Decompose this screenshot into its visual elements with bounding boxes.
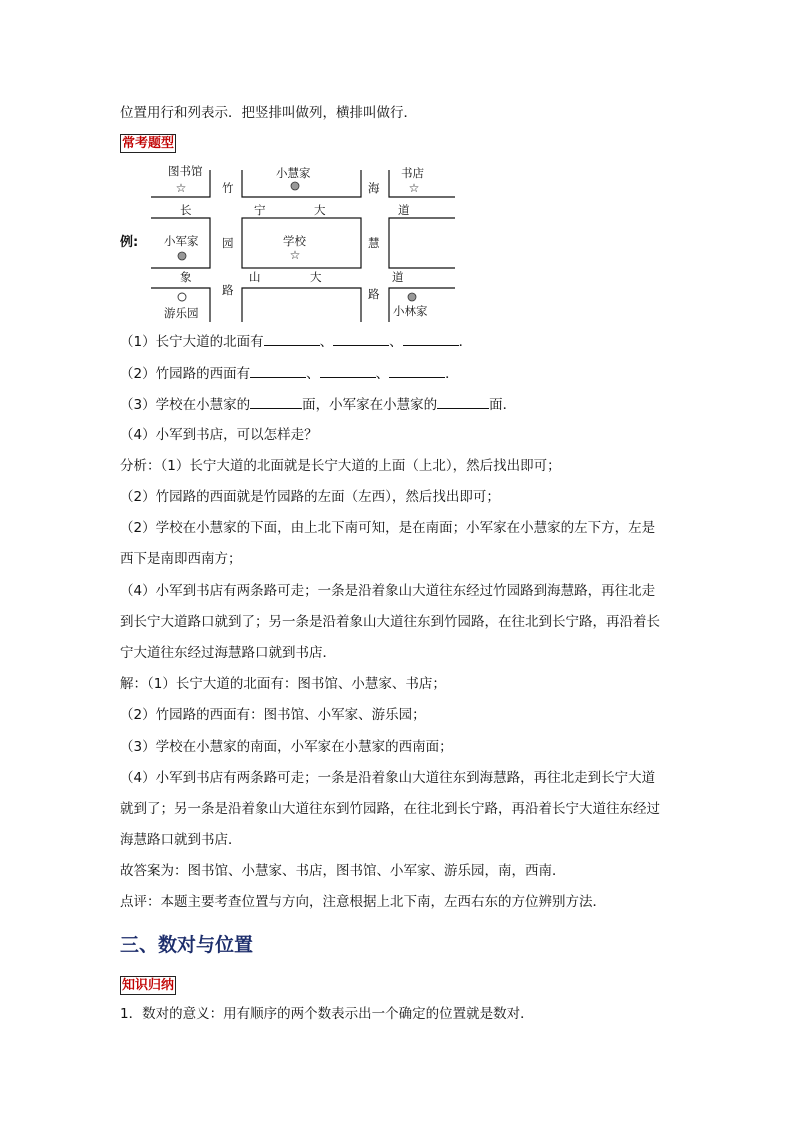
analysis-4-line-1: （4）小军到书店有两条路可走；一条是沿着象山大道往东经过竹园路到海慧路，再往北走	[120, 583, 656, 599]
answer-blank[interactable]	[250, 363, 306, 378]
analysis-3-line-1: （2）学校在小慧家的下面，由上北下南可知，是在南面；小军家在小慧家的左下方，左是	[120, 520, 656, 536]
solution-1: 解：（1）长宁大道的北面有：图书馆、小慧家、书店；	[120, 676, 446, 692]
solution-4-line-3: 海慧路口就到书店．	[120, 832, 242, 848]
question-2: （2）竹园路的西面有 、 、 ．	[120, 363, 459, 384]
place-xiaohui-home: 小慧家	[276, 166, 311, 180]
analysis-2: （2）竹园路的西面就是竹园路的左面（左西），然后找出即可；	[120, 489, 500, 505]
example-label: 例:	[120, 235, 139, 250]
solution-2: （2）竹园路的西面有：图书馆、小军家、游乐园；	[120, 707, 426, 723]
question-3: （3）学校在小慧家的 面，小军家在小慧家的 面．	[120, 394, 516, 415]
answer-blank[interactable]	[320, 363, 376, 378]
street-map	[118, 160, 468, 324]
road-label-yuan: 园	[222, 236, 234, 250]
place-playground: 游乐园	[164, 306, 199, 320]
solution-4-line-1: （4）小军到书店有两条路可走；一条是沿着象山大道往东到海慧路，再往北走到长宁大道	[120, 770, 656, 786]
circle-filled-icon	[291, 182, 299, 190]
road-label-ning: 宁	[254, 203, 266, 217]
analysis-3-line-2: 西下是南即西南方；	[120, 551, 242, 567]
place-xiaolin-home: 小林家	[393, 304, 428, 318]
question-4: （4）小军到书店，可以怎样走？	[120, 427, 318, 443]
circle-filled-icon	[408, 293, 416, 301]
circle-filled-icon	[178, 252, 186, 260]
answer-blank[interactable]	[389, 363, 445, 378]
question-1: （1）长宁大道的北面有 、 、 ．	[120, 331, 472, 352]
road-label-dao-top: 道	[398, 203, 410, 217]
road-label-lu-left: 路	[222, 283, 234, 297]
road-label-da-top: 大	[314, 203, 326, 217]
road-label-chang: 长	[180, 203, 192, 217]
place-library: 图书馆	[168, 164, 203, 178]
star-icon: ☆	[175, 181, 187, 195]
place-xiaojun-home: 小军家	[164, 234, 199, 248]
star-icon: ☆	[408, 181, 420, 195]
road-label-xiang: 象	[180, 270, 192, 284]
road-label-da-bottom: 大	[310, 270, 322, 284]
exam-type-tag: 常考题型	[122, 136, 175, 151]
answer-blank[interactable]	[437, 394, 489, 409]
comment: 点评：本题主要考查位置与方向，注意根据上北下南，左西右东的方位辨别方法．	[120, 894, 606, 910]
answer-blank[interactable]	[264, 331, 320, 346]
answer-summary: 故答案为：图书馆、小慧家、书店，图书馆、小军家、游乐园，南，西南．	[120, 863, 566, 879]
road-label-shan: 山	[249, 270, 261, 284]
road-label-dao-bottom: 道	[392, 270, 404, 284]
circle-empty-icon	[178, 293, 186, 301]
place-bookstore: 书店	[401, 166, 424, 180]
place-school: 学校	[283, 234, 306, 248]
intro-text: 位置用行和列表示．把竖排叫做列，横排叫做行．	[120, 105, 417, 121]
answer-blank[interactable]	[333, 331, 389, 346]
road-label-hui: 慧	[368, 236, 380, 250]
definition-text: 1．数对的意义：用有顺序的两个数表示出一个确定的位置就是数对．	[120, 1006, 534, 1022]
road-label-lu-right: 路	[368, 287, 380, 301]
knowledge-tag: 知识归纳	[122, 978, 175, 993]
analysis-1: 分析：（1）长宁大道的北面就是长宁大道的上面（上北），然后找出即可；	[120, 458, 561, 474]
star-icon: ☆	[289, 248, 301, 262]
answer-blank[interactable]	[250, 394, 302, 409]
road-label-hai: 海	[368, 181, 380, 195]
section-heading: 三、数对与位置	[120, 934, 254, 956]
analysis-4-line-2: 到长宁大道路口就到了；另一条是沿着象山大道往东到竹园路，在往北到长宁路，再沿着长	[120, 614, 660, 630]
road-label-zhu: 竹	[222, 181, 234, 195]
analysis-4-line-3: 宁大道往东经过海慧路口就到书店．	[120, 645, 336, 661]
answer-blank[interactable]	[403, 331, 459, 346]
solution-3: （3）学校在小慧家的南面，小军家在小慧家的西南面；	[120, 739, 453, 755]
solution-4-line-2: 就到了；另一条是沿着象山大道往东到竹园路，在往北到长宁路，再沿着长宁大道往东经过	[120, 801, 660, 817]
